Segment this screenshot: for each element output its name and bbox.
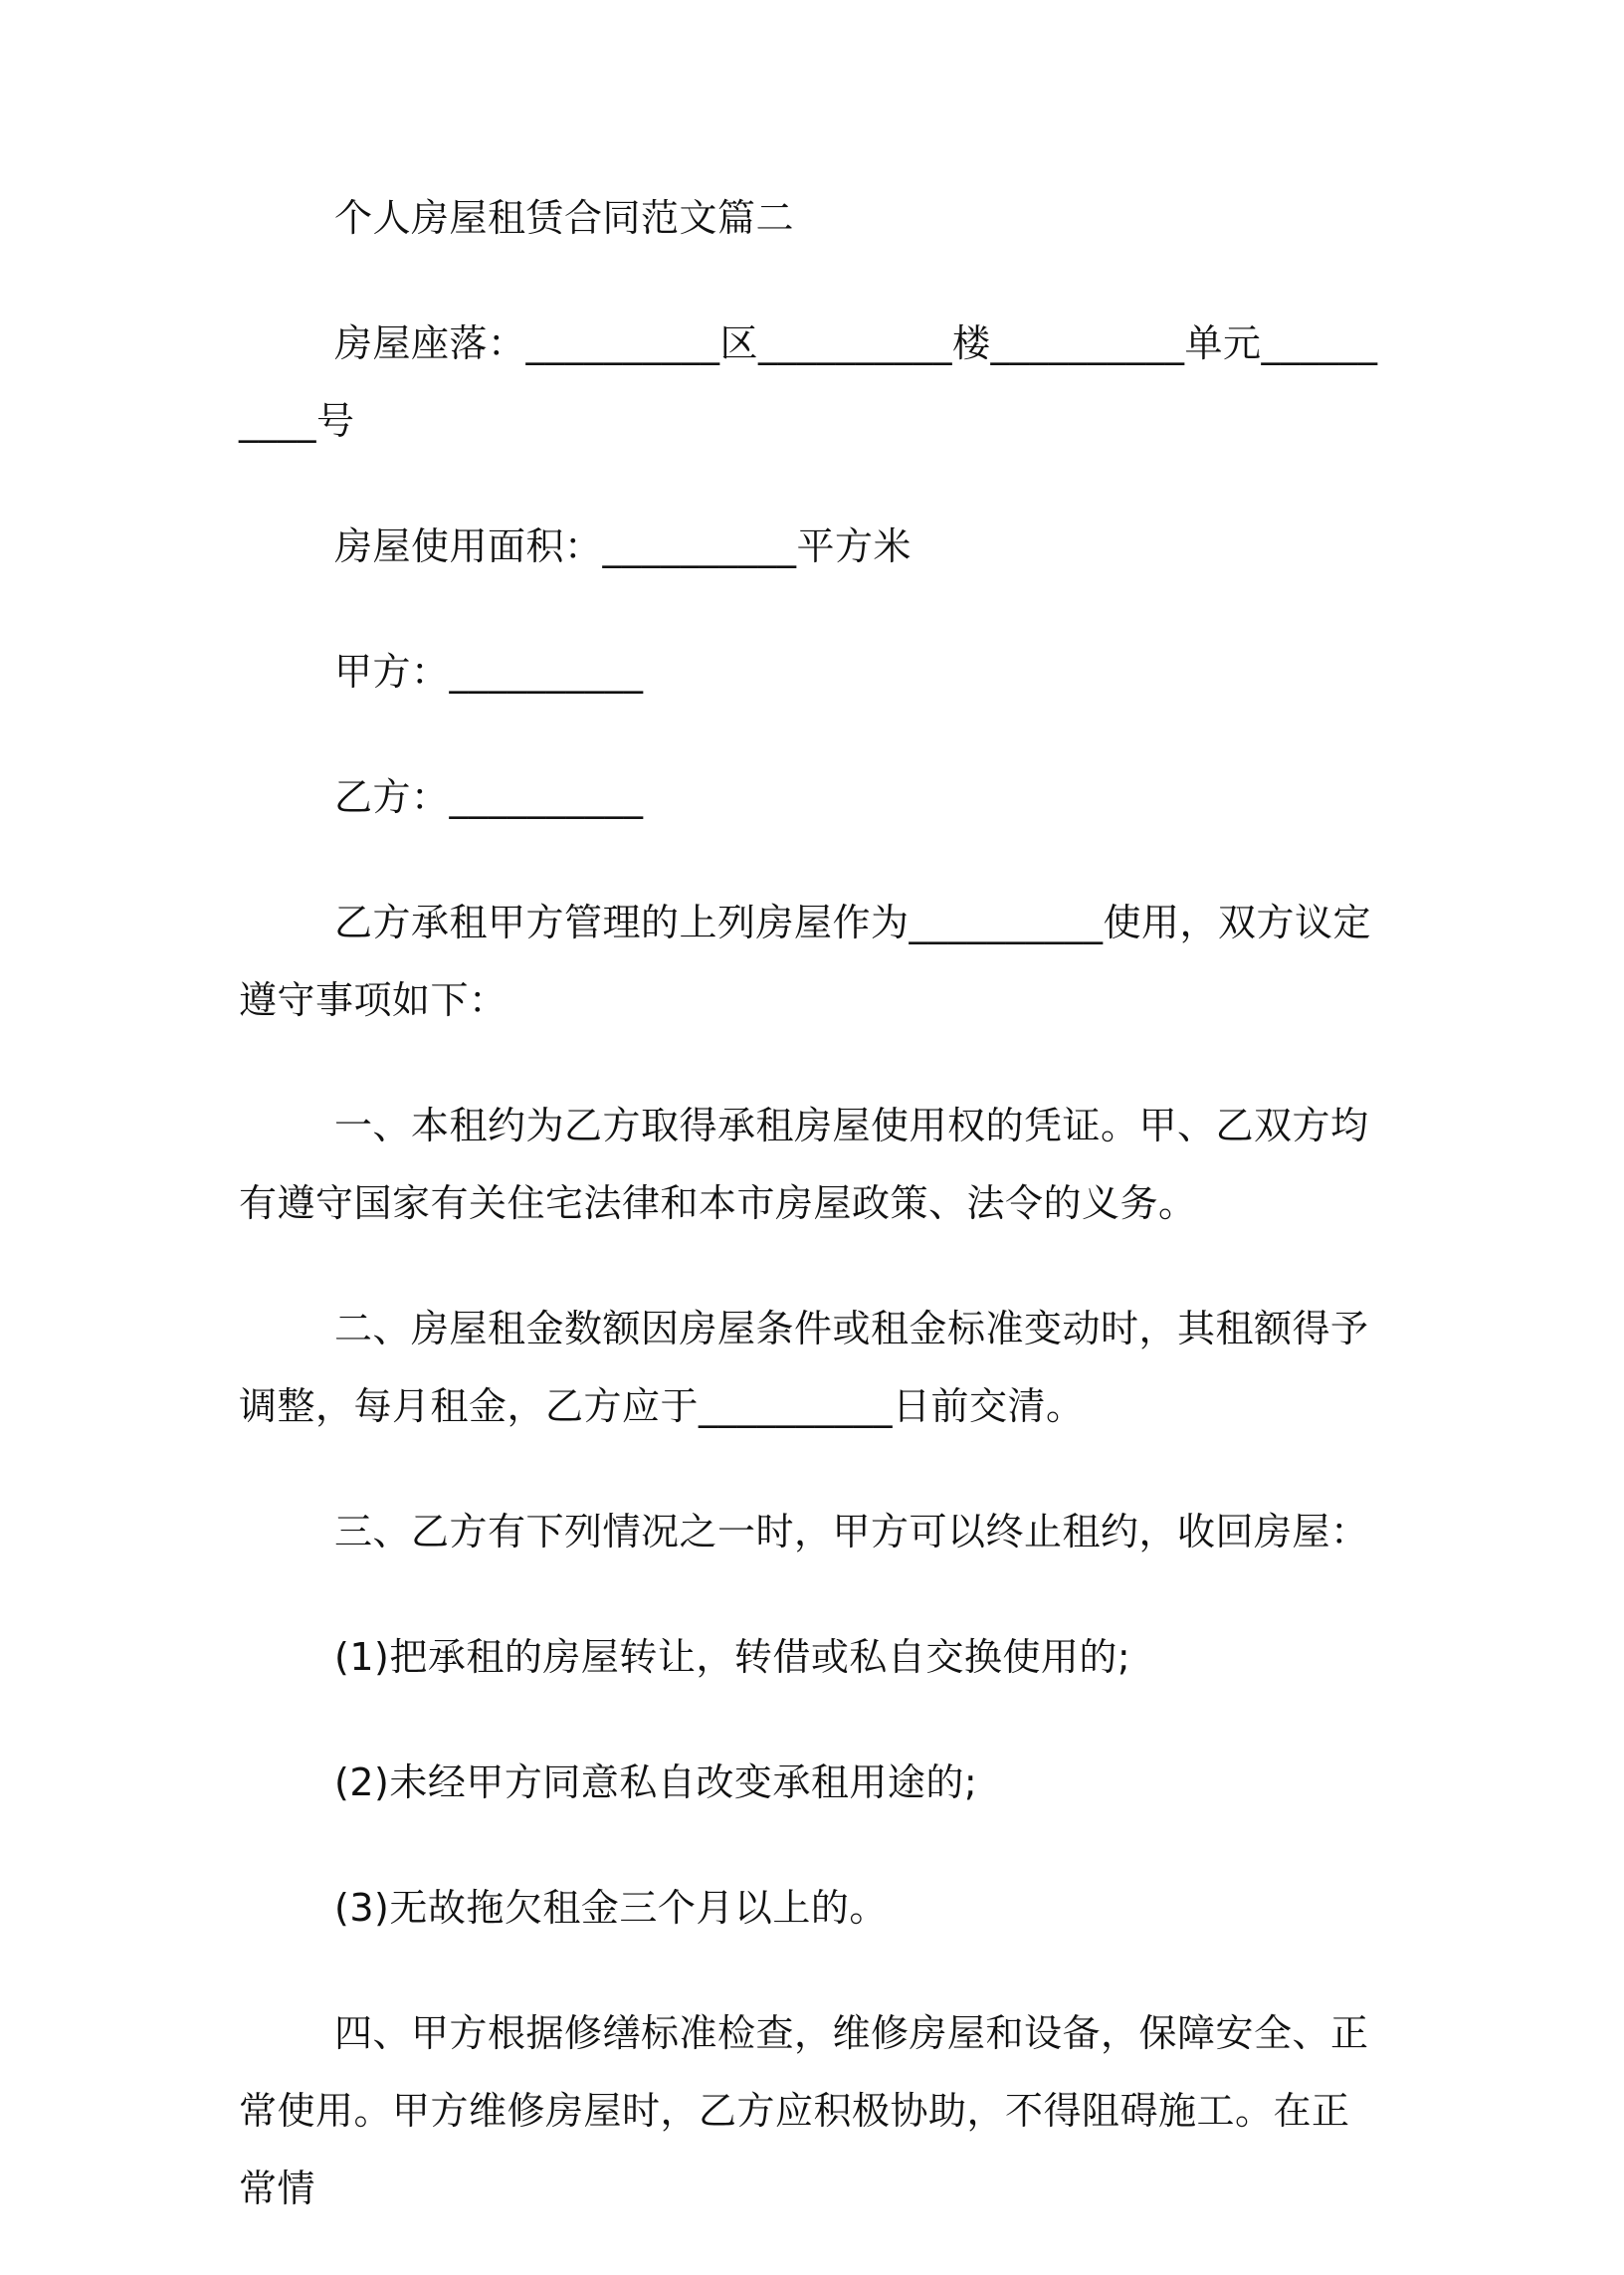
paragraph-location: 房屋座落：__________区__________楼__________单元__________号 [239, 321, 1378, 443]
clause-2: 二、房屋租金数额因房屋条件或租金标准变动时，其租额得予调整，每月租金，乙方应于__________日前交清。 [239, 1307, 1369, 1428]
clause-3-item-3: (3)无故拖欠租金三个月以上的。 [334, 1886, 888, 1930]
clause-1: 一、本租约为乙方取得承租房屋使用权的凭证。甲、乙双方均有遵守国家有关住宅法律和本市房屋政策、法令的义务。 [239, 1104, 1369, 1225]
paragraph-intro: 乙方承租甲方管理的上列房屋作为__________使用，双方议定遵守事项如下： [239, 901, 1372, 1022]
clause-3-item-1: (1)把承租的房屋转让，转借或私自交换使用的; [334, 1635, 1131, 1679]
clause-3: 三、乙方有下列情况之一时，甲方可以终止租约，收回房屋： [334, 1510, 1369, 1553]
document-title: 个人房屋租赁合同范文篇二 [334, 196, 795, 240]
document-body [239, 179, 1385, 2275]
paragraph-area: 房屋使用面积：__________平方米 [334, 524, 913, 568]
clause-3-item-2: (2)未经甲方同意私自改变承租用途的; [334, 1760, 978, 1804]
clause-4: 四、甲方根据修缮标准检查，维修房屋和设备，保障安全、正常使用。甲方维修房屋时，乙方应积极协助，不得阻碍施工。在正常情 [239, 2011, 1369, 2210]
paragraph-party-b: 乙方：__________ [334, 775, 644, 819]
paragraph-party-a: 甲方：__________ [334, 650, 644, 694]
